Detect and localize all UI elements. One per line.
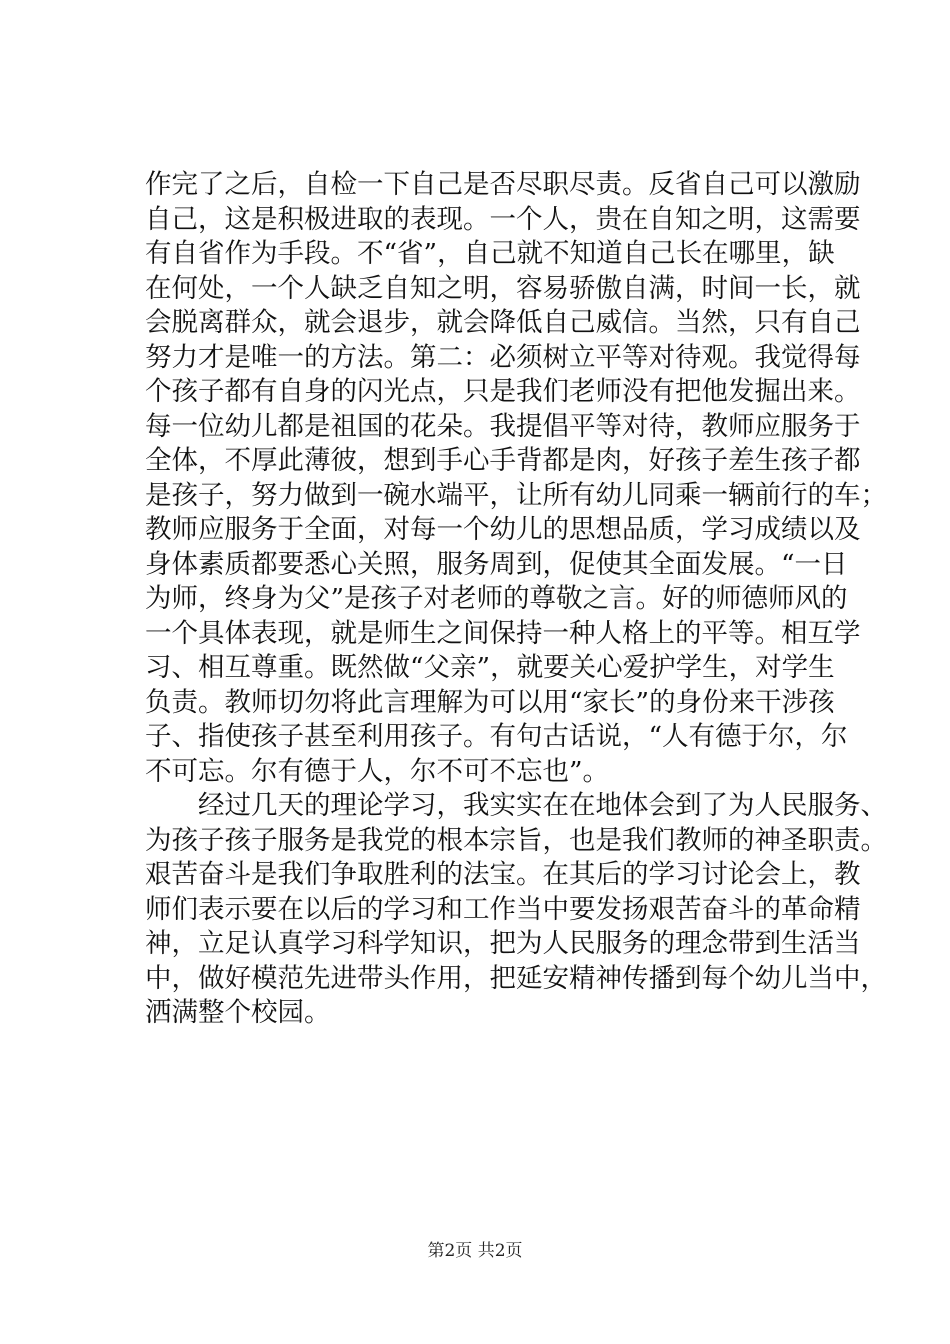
text-line: 神，立足认真学习科学知识，把为人民服务的理念带到生活当 (145, 928, 861, 959)
text-line: 一个具体表现，就是师生之间保持一种人格上的平等。相互学 (145, 617, 861, 649)
paragraph (145, 789, 887, 1031)
text-line: 有自省作为手段。不“省”，自己就不知道自己长在哪里，缺 (145, 238, 835, 269)
text-line: 自己，这是积极进取的表现。一个人，贵在自知之明，这需要 (145, 203, 861, 235)
document-body (145, 168, 887, 1031)
paragraph (145, 168, 887, 789)
text-line: 身体素质都要悉心关照，服务周到，促使其全面发展。“一日 (145, 548, 848, 580)
text-line: 每一位幼儿都是祖国的花朵。我提倡平等对待，教师应服务于 (145, 410, 861, 442)
text-line: 作完了之后，自检一下自己是否尽职尽责。反省自己可以激励 (145, 169, 861, 200)
text-line: 习、相互尊重。既然做“父亲”，就要关心爱护学生，对学生 (145, 652, 835, 683)
text-line: 为师，终身为父”是孩子对老师的尊敬之言。好的师德师风的 (145, 583, 848, 614)
text-line: 不可忘。尔有德于人，尔不可不忘也”。 (145, 755, 610, 787)
text-line: 师们表示要在以后的学习和工作当中要发扬艰苦奋斗的革命精 (145, 893, 861, 925)
text-line: 教师应服务于全面，对每一个幼儿的思想品质，学习成绩以及 (145, 514, 861, 545)
text-line: 负责。教师切勿将此言理解为可以用“家长”的身份来干涉孩 (145, 686, 835, 718)
text-line: 中，做好模范先进带头作用，把延安精神传播到每个幼儿当中， (145, 962, 887, 994)
text-line: 洒满整个校园。 (145, 997, 331, 1028)
text-line: 子、指使孩子甚至利用孩子。有句古话说，“人有德于尔，尔 (145, 721, 848, 752)
text-line: 艰苦奋斗是我们争取胜利的法宝。在其后的学习讨论会上，教 (145, 859, 861, 890)
text-line: 努力才是唯一的方法。第二：必须树立平等对待观。我觉得每 (145, 341, 861, 373)
text-line: 个孩子都有自身的闪光点，只是我们老师没有把他发掘出来。 (145, 376, 861, 407)
page-number-footer: 第2页 共2页 (427, 1241, 523, 1261)
text-line: 在何处，一个人缺乏自知之明，容易骄傲自满，时间一长，就 (145, 272, 861, 304)
text-line: 为孩子孩子服务是我党的根本宗旨，也是我们教师的神圣职责。 (145, 824, 887, 856)
text-line: 是孩子，努力做到一碗水端平，让所有幼儿同乘一辆前行的车； (145, 479, 887, 511)
text-line: 会脱离群众，就会退步，就会降低自己威信。当然，只有自己 (145, 307, 861, 338)
text-line: 全体，不厚此薄彼，想到手心手背都是肉，好孩子差生孩子都 (145, 445, 861, 476)
text-line: 经过几天的理论学习，我实实在在地体会到了为人民服务、 (145, 790, 887, 821)
